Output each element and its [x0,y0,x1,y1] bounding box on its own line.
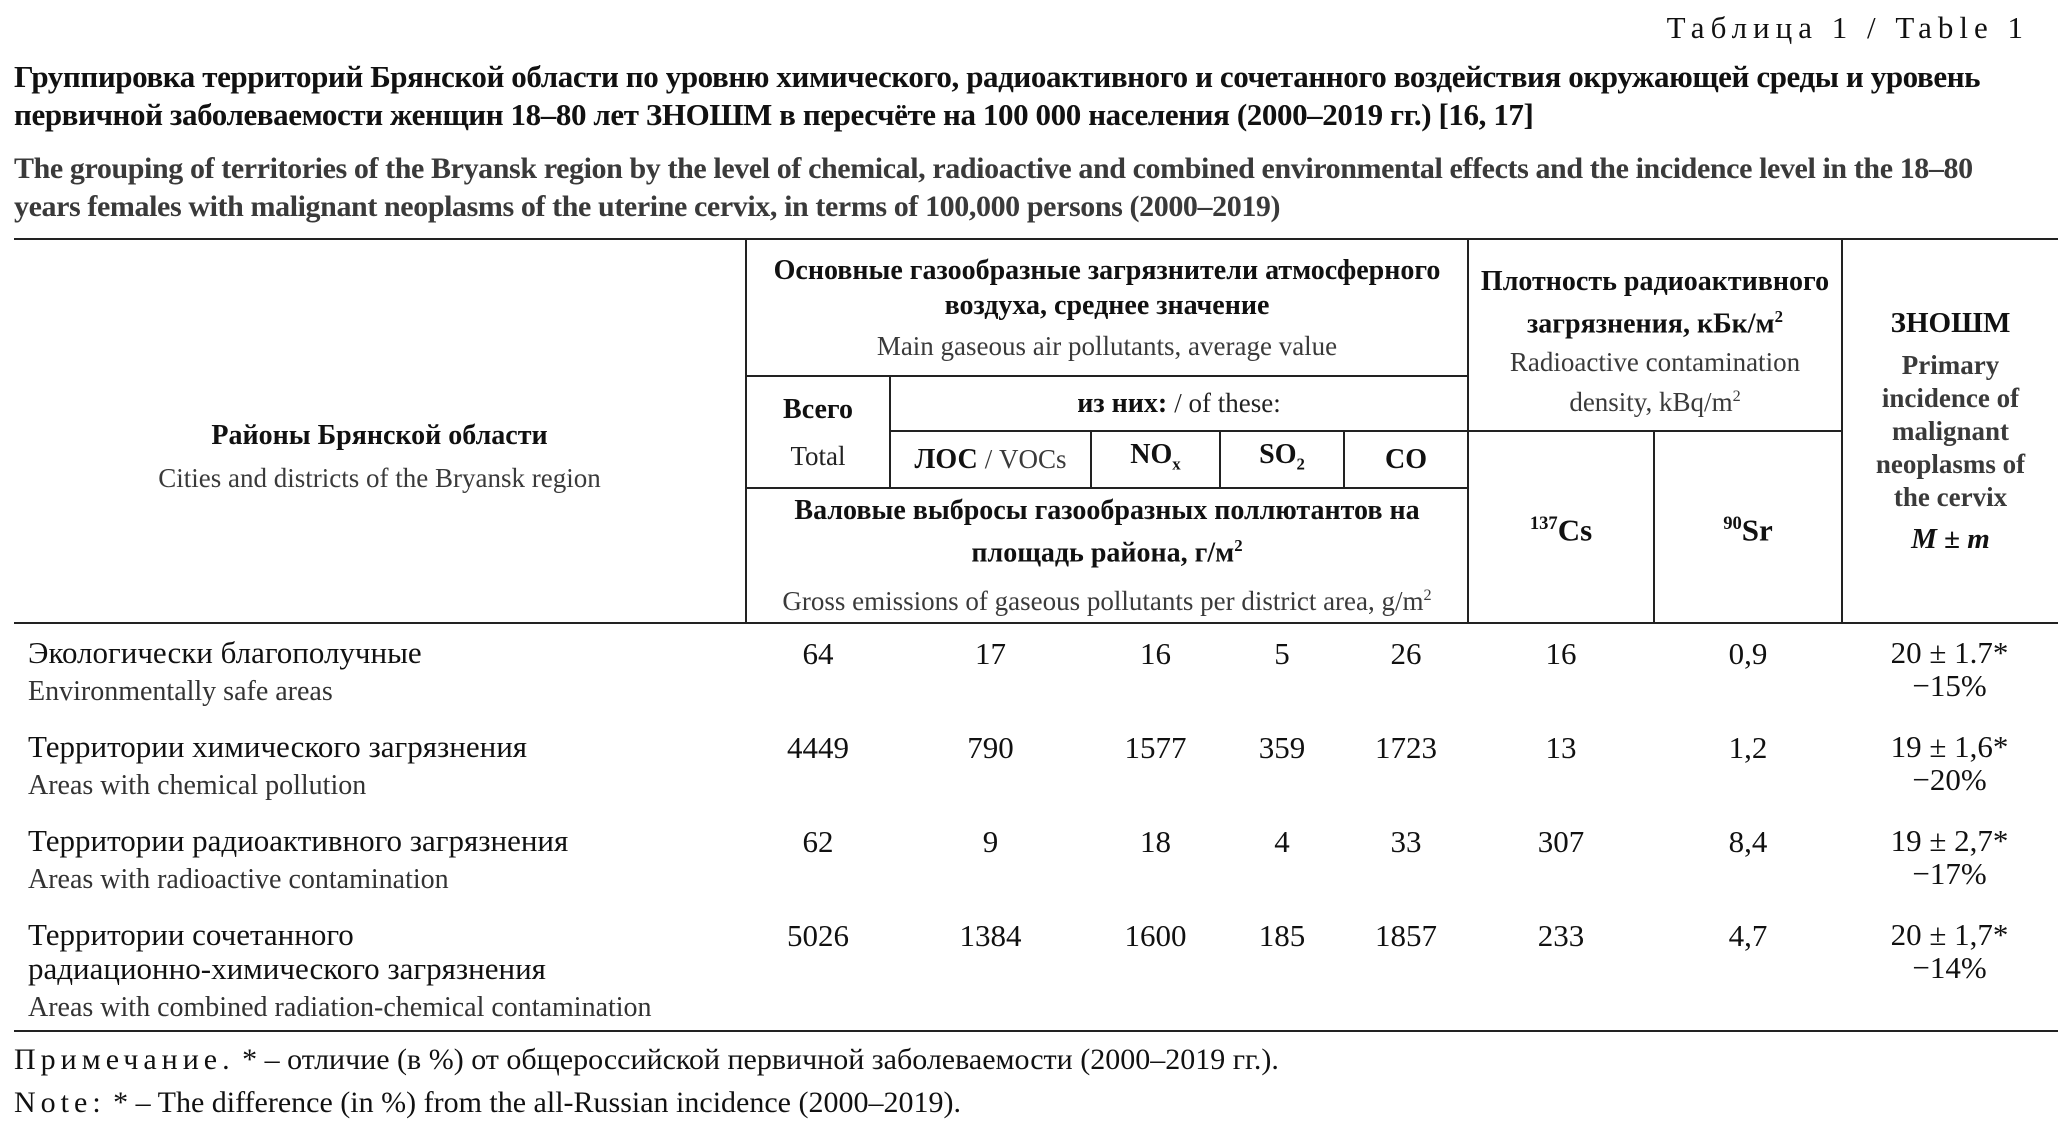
row-2-m-cell: 19 ± 1,6* [1890,729,2009,764]
znoshm-en: Primary incidence of malignant neoplasms of the cervix [1875,349,2026,512]
row-1-m-cell: 20 ± 1.7* [1890,635,2009,670]
so2-label: SO [1259,439,1297,471]
voc-en: / VOCs [984,444,1067,474]
table-number: Таблица 1 / Table 1 [1666,10,2029,45]
row-2-sr-cell: 1,2 [1728,730,1768,765]
gross-ru: Валовые выбросы газообразных поллютантов на площадь района, г/м [794,494,1420,569]
header-pollutants-ru: Основные газообразные загрязнители атмосферного воздуха, среднее значение [773,254,1441,321]
row-1-voc-cell: 17 [975,636,1006,671]
row-2-voc-cell: 790 [967,730,1014,765]
row-2-co-cell: 1723 [1375,730,1437,765]
row-4-cs-cell: 233 [1537,918,1585,953]
row-4-so2-cell: 185 [1258,918,1306,953]
row-2-nox-cell: 1577 [1124,730,1187,765]
co-label: CO [1385,444,1427,475]
header-total-ru: Всего [783,393,853,425]
row-4-m-cell: 20 ± 1,7* [1890,917,2009,952]
note-en-text: * – The difference (in %) from the all-Russian incidence (2000–2019). [105,1086,961,1119]
nox-sub: x [1172,454,1181,474]
row-3-label-ru: Территории радиоактивного загрязнения [28,823,569,858]
density-ru-sup: 2 [1774,307,1783,326]
header-pollutants [747,240,1467,375]
header-of-these [891,377,1467,430]
row-3-diff-cell: −17% [1912,856,1987,891]
header-density [1469,240,1841,430]
gross-ru-sup: 2 [1234,535,1243,555]
gross-en-sup: 2 [1423,586,1432,605]
density-ru: Плотность радиоактивного загрязнения, кБк/м [1480,266,1830,340]
row-1-co-cell: 26 [1390,636,1422,671]
row-4-diff-cell: −14% [1912,950,1987,985]
row-1-so2-cell: 5 [1274,636,1290,671]
header-so2 [1221,432,1343,487]
m-pm-m: M ± m [1911,522,1990,555]
row-4-voc-cell: 1384 [959,918,1022,953]
cs-label: Cs [1557,512,1593,548]
sr-label: Sr [1741,512,1773,548]
row-3-m-cell: 19 ± 2,7* [1890,823,2009,858]
density-en: Radioactive contamination density, kBq/m [1509,347,1801,418]
note-en [14,1085,961,1121]
row-3-cs-cell: 307 [1537,824,1585,859]
row-3-sr-cell: 8,4 [1728,824,1768,859]
header-districts-en: Cities and districts of the Bryansk region [158,462,601,493]
header-bottom-rule [14,622,2058,624]
row-4-nox-cell: 1600 [1124,918,1187,953]
header-znoshm [1843,240,2058,622]
header-districts-ru: Районы Брянской области [211,419,548,451]
row-1-diff-cell: −15% [1912,668,1987,703]
row-3-total-cell: 62 [802,824,834,859]
header-voc [891,432,1090,487]
row-1-label-ru: Экологически благополучные [28,635,422,670]
header-co [1345,432,1467,487]
row-4-label-ru-line1: Территории сочетанного [28,917,354,952]
row-3-nox-cell: 18 [1140,824,1171,859]
row-3-label-en: Areas with radioactive contamination [28,864,449,895]
gross-en: Gross emissions of gaseous pollutants per district area, g/m [782,586,1424,617]
header-total-en: Total [790,440,846,471]
of-these-en: / of these: [1174,388,1281,418]
row-4-label-en: Areas with combined radiation-chemical contamination [28,992,652,1023]
header-gross [747,489,1467,622]
znoshm-ru: ЗНОШМ [1890,306,2011,339]
row-1-label-en: Environmentally safe areas [28,676,333,707]
so2-sub: 2 [1296,454,1305,474]
header-districts [14,240,745,622]
note-ru-label: Примечание. [14,1043,235,1076]
row-2-so2-cell: 359 [1258,730,1306,765]
note-ru-text: * – отличие (в %) от общероссийской первичной заболеваемости (2000–2019 гг.). [234,1043,1279,1076]
row-2-diff-cell: −20% [1912,762,1987,797]
header-total [747,377,889,487]
of-these-ru: из них: [1077,388,1168,419]
cs-sup: 137 [1529,513,1558,535]
row-3-voc-cell: 9 [982,824,999,859]
note-en-label: Note: [14,1086,106,1119]
row-4-total-cell: 5026 [787,918,849,953]
row-1-sr-cell: 0,9 [1728,636,1768,671]
sr-sup: 90 [1723,513,1742,535]
voc-ru: ЛОС [914,444,978,475]
row-3-so2-cell: 4 [1274,824,1290,859]
row-3-co-cell: 33 [1390,824,1422,859]
header-sr [1655,432,1841,622]
row-2-label-ru: Территории химического загрязнения [28,729,528,764]
row-1-total-cell: 64 [802,636,834,671]
row-4-co-cell: 1857 [1375,918,1437,953]
row-2-total-cell: 4449 [787,730,849,765]
table-title-en: The grouping of territories of the Bryansk region by the level of chemical, radioactive and combined environmental effects and the incidence level in the 18–80 years females with malignant neoplasms of the uterine cervix, in terms of 100,000 persons (2000–2019) [14,152,1973,223]
header-cs [1469,432,1653,622]
row-4-label-ru-line2: радиационно-химического загрязнения [28,951,546,986]
row-1-nox-cell: 16 [1140,636,1171,671]
row-4-sr-cell: 4,7 [1728,918,1768,953]
nox-label: NO [1130,439,1173,471]
header-nox [1092,432,1219,487]
table-title-ru: Группировка территорий Брянской области по уровню химического, радиоактивного и сочетанного воздействия окружающей среды и уровень первичной заболеваемости женщин 18–80 лет ЗНОШМ в пересчёте на 100 000 населения (2000–2019 гг.) [16, 17] [14,59,1981,132]
row-1-cs-cell: 16 [1545,636,1577,671]
note-ru [14,1042,1279,1078]
header-pollutants-en: Main gaseous air pollutants, average value [876,330,1338,361]
density-en-sup: 2 [1732,387,1741,406]
table-bottom-rule [14,1030,2058,1032]
row-2-label-en: Areas with chemical pollution [28,770,367,801]
row-2-cs-cell: 13 [1545,730,1577,765]
